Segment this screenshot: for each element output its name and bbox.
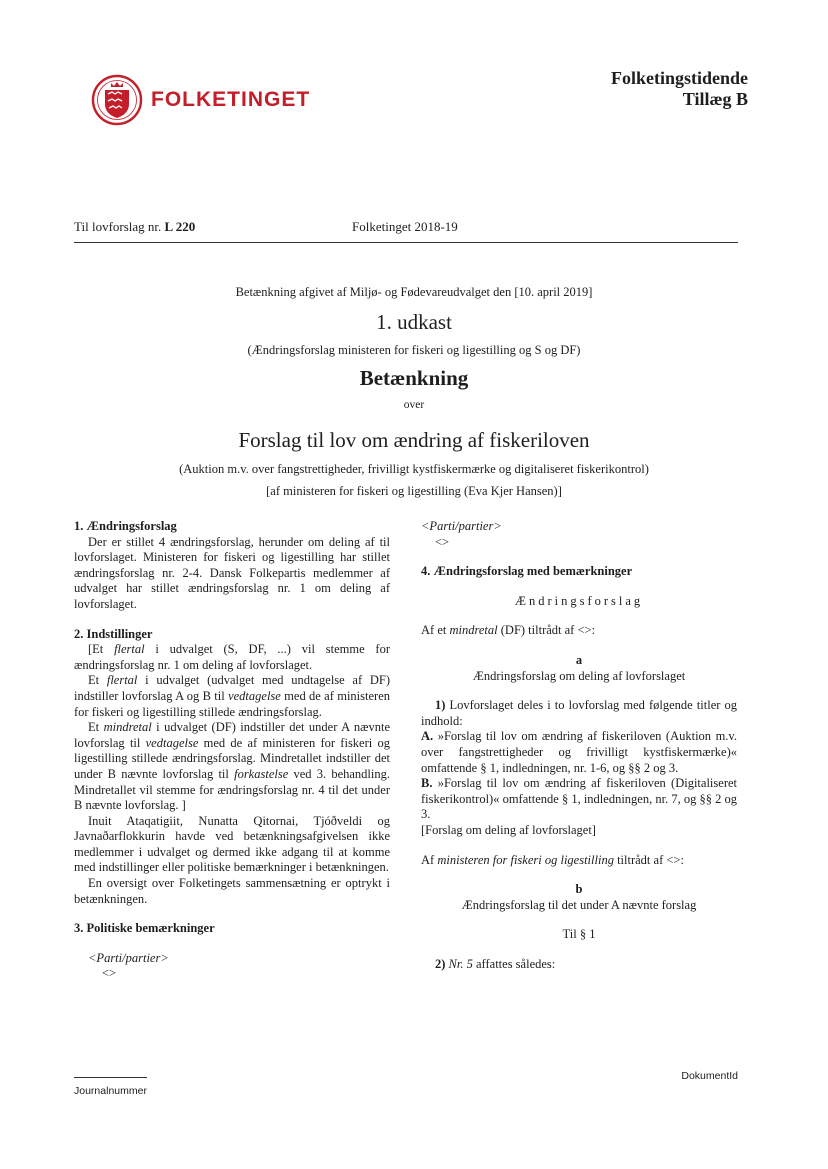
forslag-item-B: B. »Forslag til lov om ændring af fiskeriloven (Digitaliseret fiskerikontrol)« omfattende § 1, indledningen, nr. 7, og §§ 2 og 3. (421, 776, 737, 822)
section-heading-3: 3. Politiske bemærkninger (74, 921, 215, 936)
crest-icon (91, 74, 143, 126)
right-column (421, 519, 737, 972)
forslag-author: [af ministeren for fiskeri og ligestilling (Eva Kjer Hansen)] (266, 484, 562, 498)
footer-divider (74, 1077, 147, 1078)
forslag-item-A: A. »Forslag til lov om ændring af fiskeriloven (Auktion m.v. over fangstrettigheder og frivilligt kystfiskermærke)« omfattende § 1, indledningen, nr. 1-6, og §§ 2 og 3. (421, 729, 737, 775)
forslag-item-1: 1) Lovforslaget deles i to lovforslag med følgende titler og indhold: (421, 698, 737, 728)
lovforslag-number: L 220 (164, 219, 196, 234)
paragraph: En oversigt over Folketingets sammensætning er optrykt i betænkningen. (74, 876, 390, 906)
folketinget-logo (91, 74, 310, 126)
logo-text: FOLKETINGET (151, 88, 311, 111)
publication-title (611, 68, 748, 110)
aendringsforslag-label: Ændringsforslag (514, 593, 644, 608)
paragraph: Der er stillet 4 ændringsforslag, herunder om deling af til lovforslaget. Ministeren for fiskeri og ligestilling har stillet ændringsforslag nr. 2-4. Dansk Folkepartis medlemmer af udvalget har stillet ændringsforslag nr. 1 om deling af lovforslaget. (74, 534, 390, 611)
forslag-title-b: Ændringsforslag til det under A nævnte forslag (461, 897, 697, 912)
parti-placeholder: <Parti/partier> (88, 950, 169, 965)
forslag-item-2: 2) Nr. 5 affattes således: (435, 956, 556, 971)
tiltraadt-line: Af ministeren for fiskeri og ligestilling tiltrådt af <>: (421, 852, 684, 867)
document-id-label: DokumentId (681, 1070, 738, 1082)
forslag-letter-b: b (575, 882, 583, 897)
forslag-title: Forslag til lov om ændring af fiskeriloven (238, 428, 590, 452)
over-label: over (403, 399, 425, 411)
header-divider (74, 242, 738, 243)
forslag-title-a: Ændringsforslag om deling af lovforslaget (472, 668, 686, 683)
section-heading-1: 1. Ændringsforslag (74, 519, 177, 533)
paragraph: [Et flertal i udvalget (S, DF, ...) vil stemme for ændringsforslag nr. 1 om deling af lovforslaget. (74, 642, 390, 672)
publication-line-2: Tillæg B (682, 89, 748, 109)
paragraph: Et mindretal i udvalget (DF) indstiller det under A nævnte lovforslag til vedtagelse med de af ministeren for fiskeri og ligestilling stillede ændringsforslag. Mindretallet indstiller det under B nævnte lovforslag til forkastelse ved 3. behandling. Mindretallet vil stemme for ændringsforslag nr. 4 til det under B nævnte lovforslag. ] (74, 720, 391, 813)
betaenkning-heading: Betænkning (359, 366, 469, 390)
parti-tag: <> (435, 534, 450, 549)
parti-placeholder: <Parti/partier> (421, 519, 502, 533)
parti-tag: <> (102, 966, 117, 981)
publication-line-1: Folketingstidende (610, 68, 748, 88)
udkast-heading: 1. udkast (376, 310, 452, 334)
lovforslag-reference: Til lovforslag nr. L 220 (74, 219, 196, 234)
forslag-subtitle: (Auktion m.v. over fangstrettigheder, frivilligt kystfiskermærke og digitaliseret fiskerikontrol) (179, 462, 649, 476)
paragraph: Inuit Ataqatigiit, Nunatta Qitornai, Tjóðveldi og Javnaðarflokkurin havde ved betænkningsafgivelsen ikke medlemmer i udvalget og dermed ikke adgang til at komme med indstillinger eller politiske bemærkninger i betænkningen. (74, 813, 390, 875)
udkast-subtitle: (Ændringsforslag ministeren for fiskeri og ligestilling og S og DF) (247, 343, 581, 357)
section-heading-2: 2. Indstillinger (74, 626, 153, 641)
paragraph-ref: Til § 1 (562, 927, 596, 942)
section-heading-4: 4. Ændringsforslag med bemærkninger (421, 564, 633, 579)
tiltraadt-line: Af et mindretal (DF) tiltrådt af <>: (421, 623, 596, 638)
journal-number-label: Journalnummer (74, 1085, 147, 1097)
forslag-deling-note: [Forslag om deling af lovforslaget] (421, 822, 596, 837)
forslag-letter-a: a (575, 652, 583, 667)
paragraph: Et flertal i udvalget (udvalget med undtagelse af DF) indstiller lovforslag A og B til vedtagelse med de af ministeren for fiskeri og ligestilling stillede ændringsforslag. (74, 673, 391, 719)
session-label: Folketinget 2018-19 (352, 219, 458, 234)
left-column (74, 519, 390, 982)
afgivet-line: Betænkning afgivet af Miljø- og Fødevareudvalget den [10. april 2019] (235, 285, 593, 299)
